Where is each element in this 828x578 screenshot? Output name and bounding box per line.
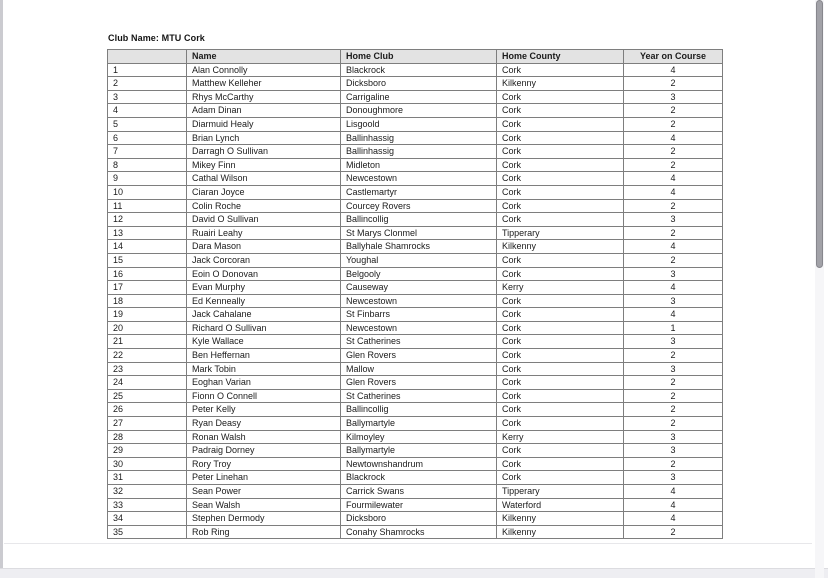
player-name: Ed Kenneally: [187, 294, 341, 308]
home-county: Cork: [497, 335, 624, 349]
home-county: Cork: [497, 444, 624, 458]
home-club: Fourmilewater: [341, 498, 497, 512]
year-on-course: 2: [624, 253, 723, 267]
home-club: Ballincollig: [341, 213, 497, 227]
player-name: Eoin O Donovan: [187, 267, 341, 281]
player-name: Cathal Wilson: [187, 172, 341, 186]
row-number: 8: [108, 158, 187, 172]
player-name: David O Sullivan: [187, 213, 341, 227]
year-on-course: 2: [624, 104, 723, 118]
year-on-course: 3: [624, 471, 723, 485]
home-county: Kilkenny: [497, 525, 624, 539]
home-county: Cork: [497, 131, 624, 145]
year-on-course: 4: [624, 308, 723, 322]
player-name: Diarmuid Healy: [187, 117, 341, 131]
home-county: Cork: [497, 308, 624, 322]
year-on-course: 4: [624, 281, 723, 295]
row-number: 21: [108, 335, 187, 349]
home-club: Ballinhassig: [341, 145, 497, 159]
vertical-scrollbar-track[interactable]: [815, 0, 824, 578]
home-club: Ballymartyle: [341, 417, 497, 431]
table-row: [108, 471, 723, 485]
player-name: Jack Cahalane: [187, 308, 341, 322]
home-county: Kerry: [497, 281, 624, 295]
home-county: Cork: [497, 199, 624, 213]
row-number: 27: [108, 417, 187, 431]
home-club: Belgooly: [341, 267, 497, 281]
home-club: Ballinhassig: [341, 131, 497, 145]
row-number: 25: [108, 389, 187, 403]
table-row: [108, 185, 723, 199]
column-header: Name: [187, 50, 341, 64]
table-row: [108, 525, 723, 539]
home-county: Tipperary: [497, 226, 624, 240]
roster-table: [107, 49, 723, 539]
home-club: Blackrock: [341, 63, 497, 77]
table-header: [108, 50, 723, 64]
home-club: Mallow: [341, 362, 497, 376]
table-row: [108, 403, 723, 417]
table-row: [108, 77, 723, 91]
home-county: Cork: [497, 253, 624, 267]
home-club: Carrick Swans: [341, 485, 497, 499]
year-on-course: 4: [624, 63, 723, 77]
player-name: Ryan Deasy: [187, 417, 341, 431]
table-row: [108, 199, 723, 213]
table-row: [108, 512, 723, 526]
year-on-course: 2: [624, 457, 723, 471]
row-number: 6: [108, 131, 187, 145]
home-club: Newcestown: [341, 172, 497, 186]
year-on-course: 2: [624, 199, 723, 213]
row-number: 9: [108, 172, 187, 186]
table-row: [108, 321, 723, 335]
year-on-course: 4: [624, 172, 723, 186]
row-number: 1: [108, 63, 187, 77]
year-on-course: 4: [624, 512, 723, 526]
vertical-scrollbar-thumb[interactable]: [816, 0, 823, 268]
table-row: [108, 389, 723, 403]
home-club: Conahy Shamrocks: [341, 525, 497, 539]
home-county: Cork: [497, 63, 624, 77]
player-name: Brian Lynch: [187, 131, 341, 145]
home-club: Glen Rovers: [341, 376, 497, 390]
table-row: [108, 498, 723, 512]
home-county: Cork: [497, 403, 624, 417]
home-club: Carrigaline: [341, 90, 497, 104]
home-county: Waterford: [497, 498, 624, 512]
year-on-course: 2: [624, 145, 723, 159]
table-row: [108, 90, 723, 104]
window-bottom-strip: [0, 568, 828, 578]
home-county: Cork: [497, 417, 624, 431]
home-club: St Marys Clonmel: [341, 226, 497, 240]
year-on-course: 3: [624, 444, 723, 458]
row-number: 30: [108, 457, 187, 471]
player-name: Eoghan Varian: [187, 376, 341, 390]
year-on-course: 2: [624, 525, 723, 539]
player-name: Mikey Finn: [187, 158, 341, 172]
year-on-course: 3: [624, 90, 723, 104]
home-club: Blackrock: [341, 471, 497, 485]
table-row: [108, 240, 723, 254]
player-name: Richard O Sullivan: [187, 321, 341, 335]
player-name: Ciaran Joyce: [187, 185, 341, 199]
home-county: Cork: [497, 294, 624, 308]
row-number: 23: [108, 362, 187, 376]
home-club: Glen Rovers: [341, 349, 497, 363]
home-county: Cork: [497, 267, 624, 281]
table-row: [108, 117, 723, 131]
club-name-title: Club Name: MTU Cork: [108, 33, 205, 43]
row-number: 7: [108, 145, 187, 159]
table-row: [108, 457, 723, 471]
player-name: Rhys McCarthy: [187, 90, 341, 104]
home-county: Cork: [497, 376, 624, 390]
player-name: Kyle Wallace: [187, 335, 341, 349]
column-header: Home Club: [341, 50, 497, 64]
row-number: 4: [108, 104, 187, 118]
player-name: Peter Linehan: [187, 471, 341, 485]
home-club: Dicksboro: [341, 512, 497, 526]
home-club: Causeway: [341, 281, 497, 295]
year-on-course: 2: [624, 226, 723, 240]
row-number: 3: [108, 90, 187, 104]
player-name: Ruairi Leahy: [187, 226, 341, 240]
home-club: Newcestown: [341, 294, 497, 308]
home-county: Kilkenny: [497, 512, 624, 526]
row-number: 15: [108, 253, 187, 267]
player-name: Rob Ring: [187, 525, 341, 539]
table-row: [108, 172, 723, 186]
player-name: Stephen Dermody: [187, 512, 341, 526]
row-number: 34: [108, 512, 187, 526]
table-row: [108, 213, 723, 227]
home-club: St Finbarrs: [341, 308, 497, 322]
row-number: 17: [108, 281, 187, 295]
row-number: 18: [108, 294, 187, 308]
column-header: Year on Course: [624, 50, 723, 64]
year-on-course: 2: [624, 349, 723, 363]
player-name: Adam Dinan: [187, 104, 341, 118]
player-name: Colin Roche: [187, 199, 341, 213]
year-on-course: 2: [624, 117, 723, 131]
home-club: Ballymartyle: [341, 444, 497, 458]
player-name: Sean Power: [187, 485, 341, 499]
year-on-course: 3: [624, 267, 723, 281]
year-on-course: 4: [624, 498, 723, 512]
table-row: [108, 104, 723, 118]
home-county: Cork: [497, 457, 624, 471]
table-row: [108, 362, 723, 376]
home-county: Kerry: [497, 430, 624, 444]
row-number: 11: [108, 199, 187, 213]
table-row: [108, 145, 723, 159]
year-on-course: 2: [624, 389, 723, 403]
row-number: 26: [108, 403, 187, 417]
home-county: Cork: [497, 185, 624, 199]
home-club: St Catherines: [341, 335, 497, 349]
home-club: Ballincollig: [341, 403, 497, 417]
row-number: 10: [108, 185, 187, 199]
home-club: Dicksboro: [341, 77, 497, 91]
home-club: Lisgoold: [341, 117, 497, 131]
player-name: Mark Tobin: [187, 362, 341, 376]
home-county: Cork: [497, 172, 624, 186]
home-county: Cork: [497, 104, 624, 118]
table-row: [108, 417, 723, 431]
row-number: 13: [108, 226, 187, 240]
player-name: Ben Heffernan: [187, 349, 341, 363]
year-on-course: 2: [624, 158, 723, 172]
year-on-course: 3: [624, 213, 723, 227]
header-row: [108, 50, 723, 64]
table-row: [108, 444, 723, 458]
player-name: Rory Troy: [187, 457, 341, 471]
column-header: [108, 50, 187, 64]
player-name: Fionn O Connell: [187, 389, 341, 403]
table-row: [108, 267, 723, 281]
table-row: [108, 349, 723, 363]
table-row: [108, 376, 723, 390]
home-county: Cork: [497, 349, 624, 363]
home-county: Cork: [497, 213, 624, 227]
table-row: [108, 226, 723, 240]
home-county: Cork: [497, 321, 624, 335]
home-county: Cork: [497, 90, 624, 104]
page-bottom-edge-line: [4, 543, 812, 544]
table-row: [108, 485, 723, 499]
year-on-course: 3: [624, 335, 723, 349]
year-on-course: 1: [624, 321, 723, 335]
table-row: [108, 281, 723, 295]
player-name: Jack Corcoran: [187, 253, 341, 267]
row-number: 28: [108, 430, 187, 444]
year-on-course: 3: [624, 294, 723, 308]
home-club: Donoughmore: [341, 104, 497, 118]
player-name: Darragh O Sullivan: [187, 145, 341, 159]
table-row: [108, 430, 723, 444]
player-name: Peter Kelly: [187, 403, 341, 417]
player-name: Ronan Walsh: [187, 430, 341, 444]
player-name: Matthew Kelleher: [187, 77, 341, 91]
row-number: 33: [108, 498, 187, 512]
year-on-course: 4: [624, 485, 723, 499]
home-club: Castlemartyr: [341, 185, 497, 199]
home-club: Newtownshandrum: [341, 457, 497, 471]
home-club: Youghal: [341, 253, 497, 267]
table-row: [108, 253, 723, 267]
home-club: Kilmoyley: [341, 430, 497, 444]
row-number: 14: [108, 240, 187, 254]
row-number: 32: [108, 485, 187, 499]
year-on-course: 2: [624, 77, 723, 91]
page-left-edge: [0, 0, 3, 578]
home-county: Cork: [497, 117, 624, 131]
year-on-course: 2: [624, 403, 723, 417]
home-club: St Catherines: [341, 389, 497, 403]
player-name: Dara Mason: [187, 240, 341, 254]
home-county: Cork: [497, 158, 624, 172]
row-number: 29: [108, 444, 187, 458]
player-name: Sean Walsh: [187, 498, 341, 512]
player-name: Alan Connolly: [187, 63, 341, 77]
home-county: Cork: [497, 145, 624, 159]
home-county: Cork: [497, 362, 624, 376]
year-on-course: 3: [624, 430, 723, 444]
row-number: 19: [108, 308, 187, 322]
year-on-course: 2: [624, 376, 723, 390]
home-club: Courcey Rovers: [341, 199, 497, 213]
table-row: [108, 308, 723, 322]
row-number: 16: [108, 267, 187, 281]
table-row: [108, 131, 723, 145]
table-row: [108, 158, 723, 172]
row-number: 31: [108, 471, 187, 485]
row-number: 12: [108, 213, 187, 227]
year-on-course: 4: [624, 185, 723, 199]
home-club: Midleton: [341, 158, 497, 172]
home-club: Newcestown: [341, 321, 497, 335]
home-county: Kilkenny: [497, 240, 624, 254]
player-name: Evan Murphy: [187, 281, 341, 295]
table-row: [108, 335, 723, 349]
row-number: 2: [108, 77, 187, 91]
home-county: Cork: [497, 471, 624, 485]
table-row: [108, 63, 723, 77]
row-number: 20: [108, 321, 187, 335]
home-club: Ballyhale Shamrocks: [341, 240, 497, 254]
column-header: Home County: [497, 50, 624, 64]
home-county: Cork: [497, 389, 624, 403]
player-name: Padraig Dorney: [187, 444, 341, 458]
year-on-course: 4: [624, 240, 723, 254]
table-row: [108, 294, 723, 308]
row-number: 5: [108, 117, 187, 131]
year-on-course: 2: [624, 417, 723, 431]
row-number: 22: [108, 349, 187, 363]
row-number: 35: [108, 525, 187, 539]
year-on-course: 4: [624, 131, 723, 145]
year-on-course: 3: [624, 362, 723, 376]
row-number: 24: [108, 376, 187, 390]
home-county: Tipperary: [497, 485, 624, 499]
home-county: Kilkenny: [497, 77, 624, 91]
